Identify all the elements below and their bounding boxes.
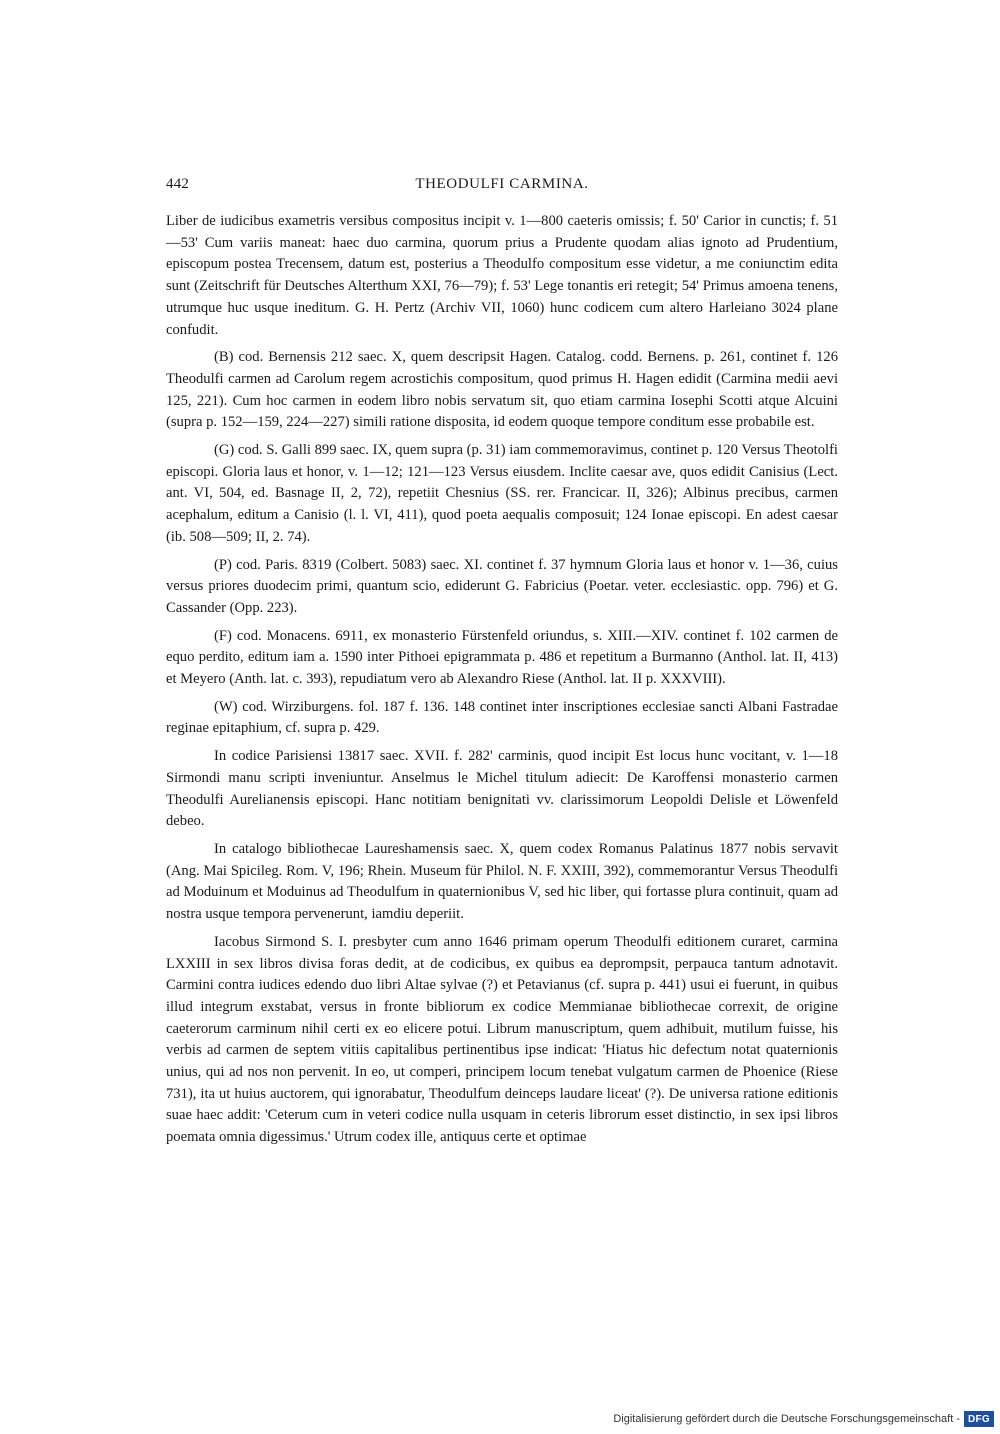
paragraph: (W) cod. Wirziburgens. fol. 187 f. 136. 148 continet inter inscriptiones ecclesiae sancti Albani Fastradae reginae epitaphium, cf. supra p. 429. [166,698,838,737]
paragraph: Iacobus Sirmond S. I. presbyter cum anno 1646 primam operum Theodulfi editionem curaret, carmina LXXIII in sex libros divisa foras dedit, at de codicibus, ex quibus ea deprompsit, perpauca tantum adnotavit. Carmini contra iudices edendo duo libri Altae sylvae (?) et Petavianus (cf. supra p. 441) usui ei fuerunt, in quibus illud integrum exstabat, versus in fronte bibliorum ex codice Memmianae bibliothecae correxit, de origine caeterorum carminum nihil certi ex eo elicere potui. Librum manuscriptum, quem adhibuit, mutilum fuisse, his verbis ad carmen de septem vitiis capitalibus pertinentibus ipse indicat: 'Hiatus hic defectum notat quaternionis unius, qui ad nos non pervenit. In eo, ut comperi, principem locum tenebat vulgatum carmen de Phoenice (Riese 731), ita ut huius auctorem, qui ignorabatur, Theodulfum deinceps laudare liceat' (?). De universa ratione editionis suae haec addit: 'Ceterum cum in veteri codice nulla usquam in ceteris librorum esset distinctio, in sex ipsi libros poemata omnia digessimus.' Utrum codex ille, antiquus certe et optimae [166,933,838,1146]
paragraph: In catalogo bibliothecae Laureshamensis saec. X, quem codex Romanus Palatinus 1877 nobis servavit (Ang. Mai Spicileg. Rom. V, 196; Rhein. Museum für Philol. N. F. XXIII, 392), commemorantur Versus Theodulfi ad Moduinum et Moduinus ad Theodulfum in quaternionibus V, sed hic liber, qui fortasse plura continuit, quam ad nostra usque tempora pervenerunt, iamdiu deperiit. [166,840,838,923]
body-text [166,211,838,1149]
running-title: THEODULFI CARMINA. [415,176,589,192]
digitization-credit [613,1408,994,1430]
paragraph: Liber de iudicibus exametris versibus compositus incipit v. 1—800 caeteris omissis; f. 50' Carior in cunctis; f. 51—53' Cum variis maneat: haec duo carmina, quorum prius a Prudente quodam alias ignoto ad Prudentium, episcopum postea Trecensem, datum est, posterius a Theodulfo compositum esse videtur, a me coniunctim edita sunt (Zeitschrift für Deutsches Alterthum XXI, 76—79); f. 53' Lege tonantis eri retegit; 54' Primus amoena tenens, utrumque huc usque ineditum. G. H. Pertz (Archiv VII, 1060) hunc codicem cum altero Harleiano 3024 plane confudit. [166,213,838,338]
page-number: 442 [166,176,190,192]
paragraph: In codice Parisiensi 13817 saec. XVII. f. 282' carminis, quod incipit Est locus hunc vocitant, v. 1—18 Sirmondi manu scripti inveniuntur. Anselmus le Michel titulum adiecit: De Karoffensi monasterio carmen Theodulfi Aurelianensis episcopi. Hanc notitiam benignitati vv. clarissimorum Leopoldi Delisle et Löwenfeld debeo. [166,748,838,830]
paragraph: (F) cod. Monacens. 6911, ex monasterio Fürstenfeld oriundus, s. XIII.—XIV. continet f. 102 carmen de equo perdito, editum iam a. 1590 inter Pithoei epigrammata p. 486 et repetitum a Burmanno (Anthol. lat. II, 413) et Meyero (Anth. lat. c. 393), repudiatum vero ab Alexandro Riese (Anthol. lat. II p. XXXVIII). [166,627,838,688]
credit-text: Digitalisierung gefördert durch die Deutsche Forschungsgemeinschaft - [613,1413,960,1425]
page-header [166,176,838,200]
paragraph: (G) cod. S. Galli 899 saec. IX, quem supra (p. 31) iam commemoravimus, continet p. 120 Versus Theotolfi episcopi. Gloria laus et honor, v. 1—12; 121—123 Versus eiusdem. Inclite caesar ave, quos edidit Canisius (Lect. ant. VI, 504, ed. Basnage II, 2, 72), repetiit Chesnius (SS. rer. Francicar. II, 326); Albinus precibus, carmen acephalum, editum a Canisio (l. l. VI, 411), quod poeta aequalis composuit; 124 Ionae episcopi. En adest caesar (ib. 508—509; II, 2. 74). [166,442,838,545]
dfg-logo: DFG [964,1411,994,1427]
paragraph: (B) cod. Bernensis 212 saec. X, quem descripsit Hagen. Catalog. codd. Bernens. p. 261, continet f. 126 Theodulfi carmen ad Carolum regem acrostichis compositum, quod primus H. Hagen edidit (Carmina medii aevi 125, 221). Cum hoc carmen in eodem libro nobis servatum sit, quo etiam carmina Iosephi Scotti atque Alcuini (supra p. 152—159, 224—227) simili ratione disposita, id eodem quoque tempore conditum esse probabile est. [166,349,838,431]
paragraph: (P) cod. Paris. 8319 (Colbert. 5083) saec. XI. continet f. 37 hymnum Gloria laus et honor v. 1—36, cuius versus priores duodecim primi, quantum scio, ediderunt G. Fabricius (Poetar. veter. ecclesiastic. opp. 796) et G. Cassander (Opp. 223). [166,556,838,616]
